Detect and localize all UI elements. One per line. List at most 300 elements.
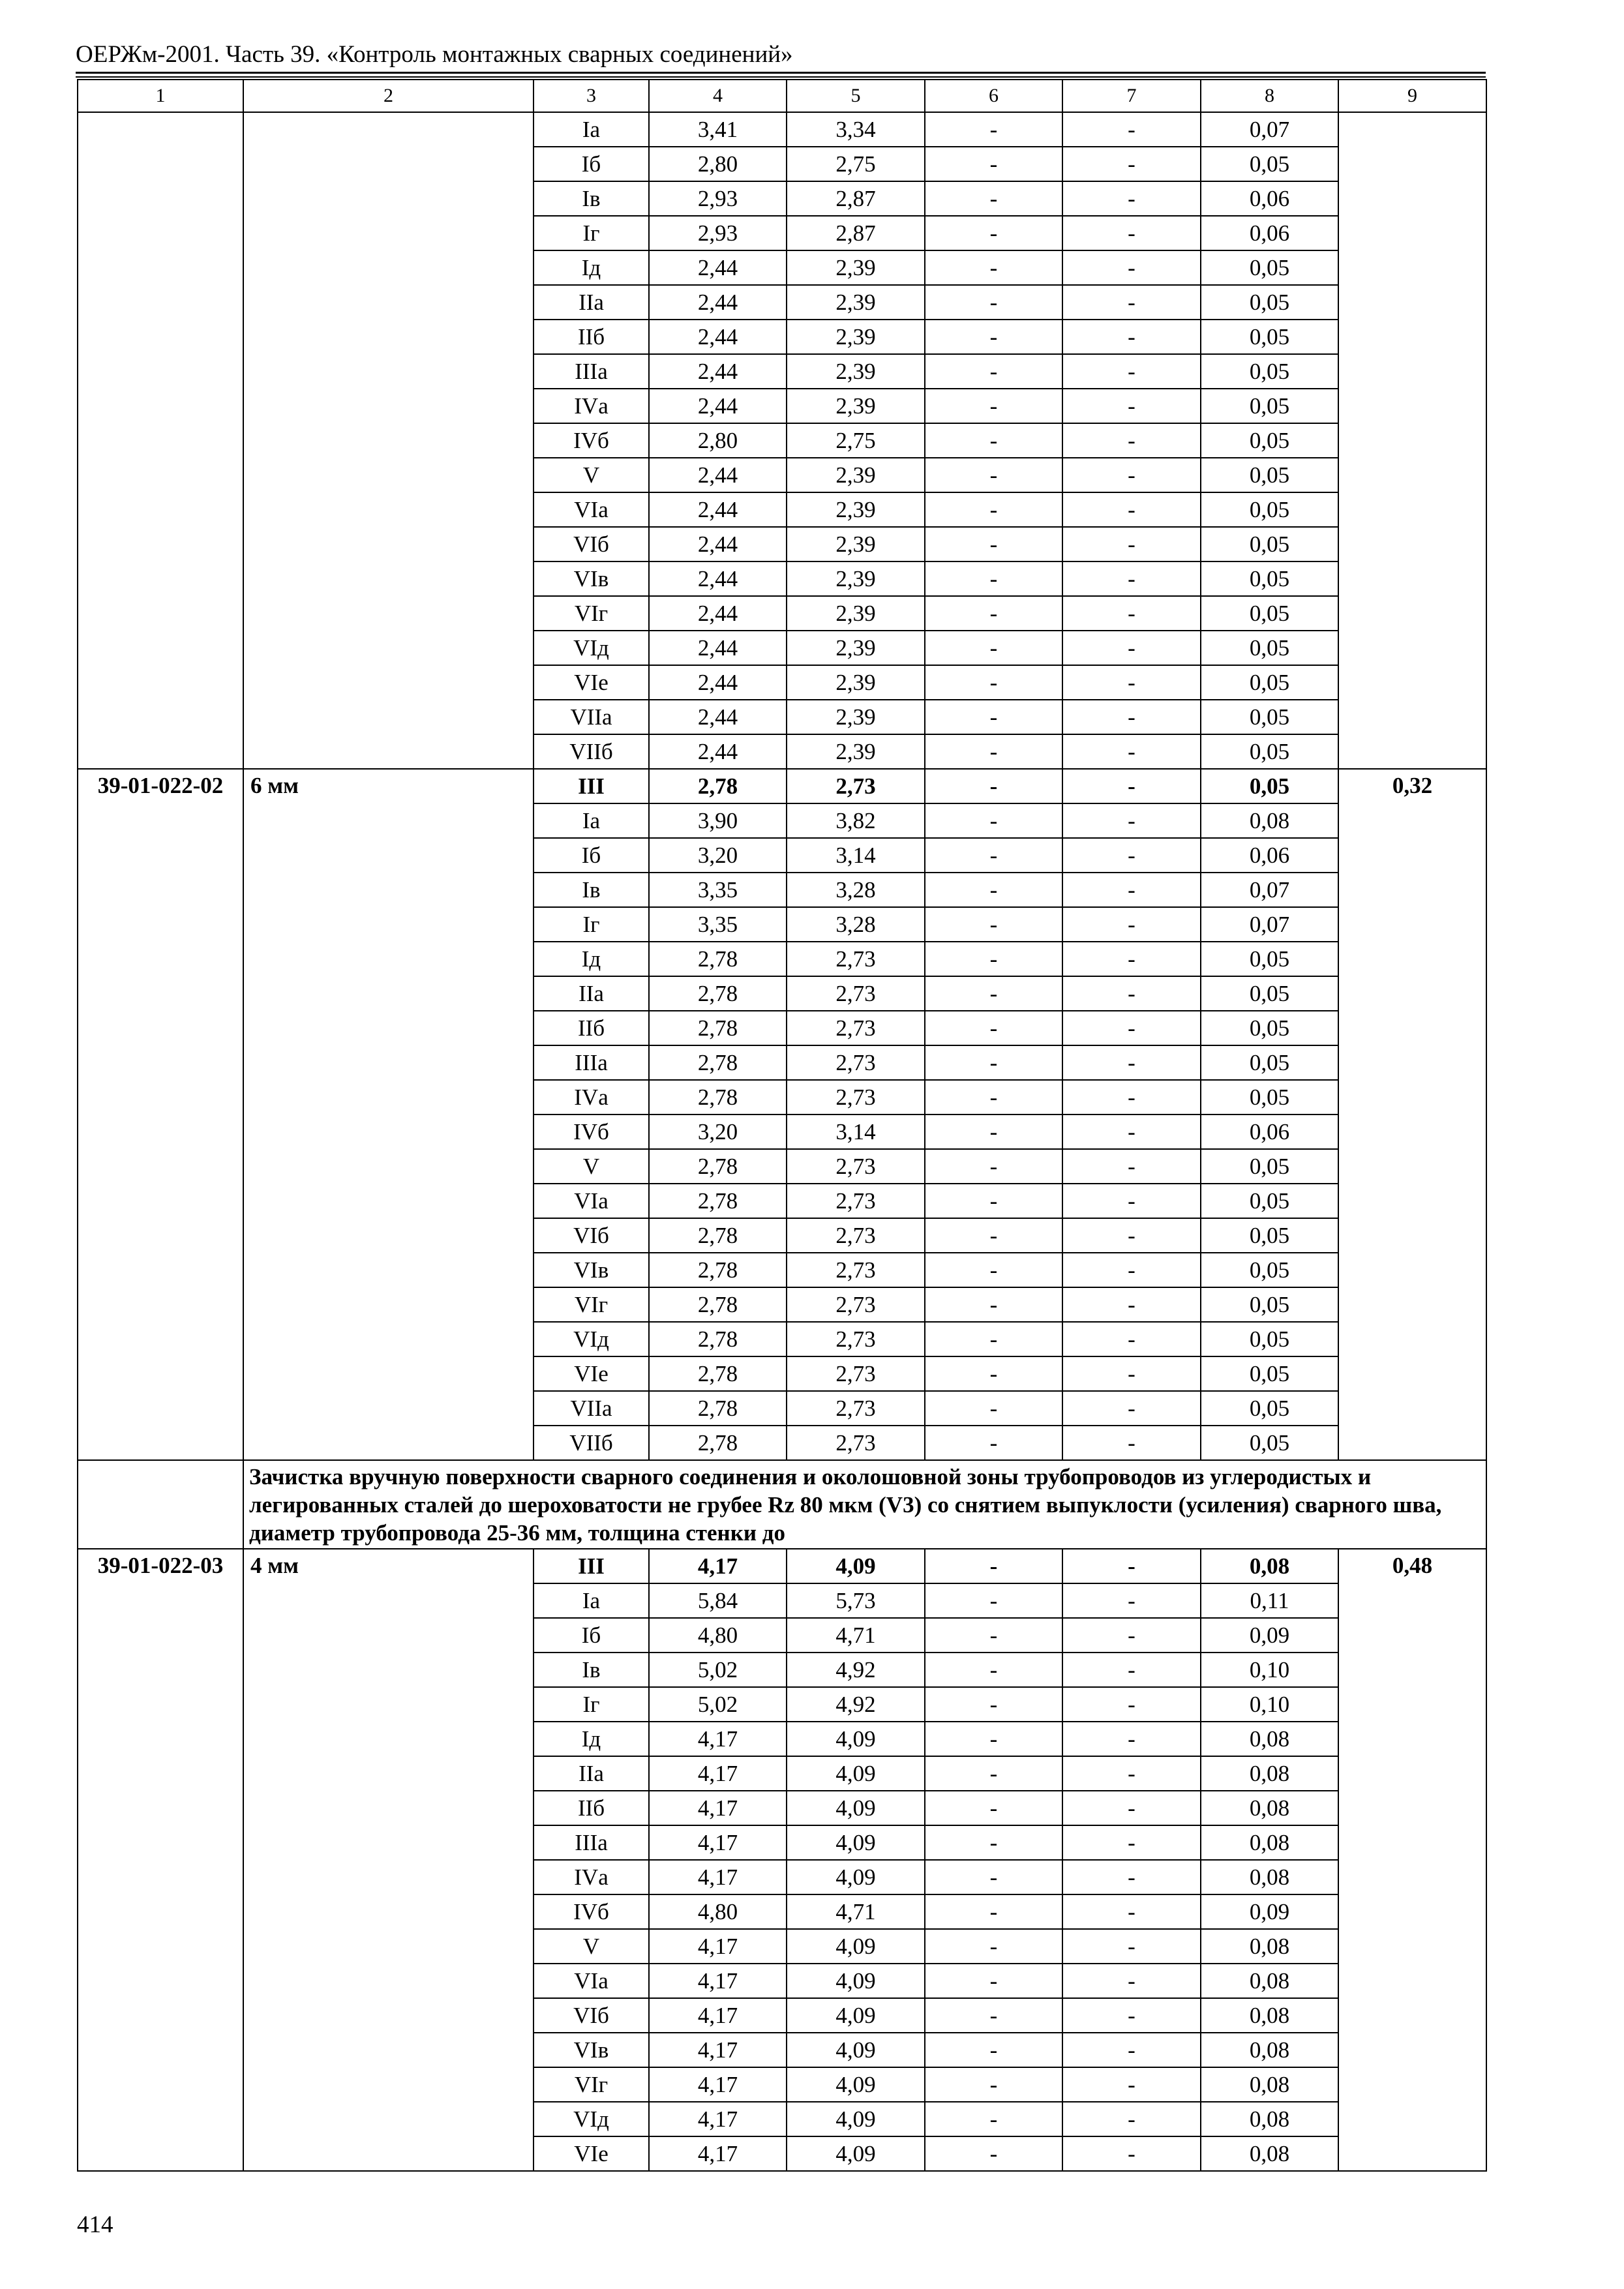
col-resource-group: VIе bbox=[534, 1356, 649, 1391]
col-cost-materials: 0,05 bbox=[1201, 1391, 1338, 1426]
col-cost-direct: 2,78 bbox=[649, 1218, 787, 1253]
col-cost-driver-wages: - bbox=[1062, 423, 1201, 458]
col-cost-direct: 2,44 bbox=[649, 354, 787, 389]
col-cost-machines: - bbox=[925, 2102, 1062, 2136]
col-cost-materials: 0,05 bbox=[1201, 631, 1338, 665]
col-cost-direct: 3,35 bbox=[649, 907, 787, 942]
col-resource-group: VIIб bbox=[534, 734, 649, 769]
col-cost-wages: 2,39 bbox=[787, 389, 925, 423]
col-resource-group: V bbox=[534, 1149, 649, 1184]
col-cost-direct: 2,78 bbox=[649, 1253, 787, 1287]
col-cost-driver-wages: - bbox=[1062, 216, 1201, 250]
col-cost-wages: 2,39 bbox=[787, 665, 925, 700]
col-cost-direct: 2,78 bbox=[649, 1356, 787, 1391]
col-cost-machines: - bbox=[925, 907, 1062, 942]
col-cost-driver-wages: - bbox=[1062, 700, 1201, 734]
col-cost-machines: - bbox=[925, 216, 1062, 250]
col-cost-wages: 2,75 bbox=[787, 147, 925, 181]
col-cost-direct: 3,35 bbox=[649, 873, 787, 907]
col-resource-group: Iд bbox=[534, 942, 649, 976]
col-resource-group: IIб bbox=[534, 1011, 649, 1045]
col-cost-wages: 2,39 bbox=[787, 285, 925, 320]
table-row bbox=[78, 769, 1486, 803]
col-cost-wages: 4,09 bbox=[787, 1825, 925, 1860]
col-resource-group: IVб bbox=[534, 1894, 649, 1929]
norm-code bbox=[78, 112, 243, 769]
col-cost-wages: 3,14 bbox=[787, 838, 925, 873]
col-cost-machines: - bbox=[925, 112, 1062, 147]
col-cost-materials: 0,05 bbox=[1201, 734, 1338, 769]
col-cost-machines: - bbox=[925, 423, 1062, 458]
col-cost-materials: 0,05 bbox=[1201, 1218, 1338, 1253]
col-cost-wages: 2,73 bbox=[787, 1356, 925, 1391]
col-cost-machines: - bbox=[925, 2136, 1062, 2171]
col-cost-wages: 4,09 bbox=[787, 1722, 925, 1756]
col-cost-wages: 2,73 bbox=[787, 976, 925, 1011]
col-cost-driver-wages: - bbox=[1062, 320, 1201, 354]
col-cost-machines: - bbox=[925, 147, 1062, 181]
col-resource-group: VIв bbox=[534, 2033, 649, 2067]
col-cost-driver-wages: - bbox=[1062, 665, 1201, 700]
col-cost-direct: 2,78 bbox=[649, 942, 787, 976]
col-cost-wages: 4,09 bbox=[787, 2102, 925, 2136]
col-cost-direct: 2,44 bbox=[649, 665, 787, 700]
col-cost-materials: 0,08 bbox=[1201, 1722, 1338, 1756]
col-cost-wages: 2,39 bbox=[787, 527, 925, 561]
col-cost-driver-wages: - bbox=[1062, 1080, 1201, 1115]
col-cost-driver-wages: - bbox=[1062, 1391, 1201, 1426]
col-resource-group: VIд bbox=[534, 2102, 649, 2136]
col-cost-wages: 4,09 bbox=[787, 2067, 925, 2102]
col-resource-group: IVб bbox=[534, 423, 649, 458]
col-cost-machines: - bbox=[925, 1756, 1062, 1791]
col-cost-driver-wages: - bbox=[1062, 2033, 1201, 2067]
col-cost-machines: - bbox=[925, 2067, 1062, 2102]
col-cost-wages: 4,09 bbox=[787, 1929, 925, 1964]
col-cost-machines: - bbox=[925, 1653, 1062, 1687]
col-cost-machines: - bbox=[925, 320, 1062, 354]
col-cost-direct: 4,17 bbox=[649, 2136, 787, 2171]
col-cost-driver-wages: - bbox=[1062, 1253, 1201, 1287]
col-cost-machines: - bbox=[925, 1722, 1062, 1756]
col-cost-wages: 2,73 bbox=[787, 1184, 925, 1218]
col-cost-machines: - bbox=[925, 181, 1062, 216]
col-cost-wages: 4,71 bbox=[787, 1894, 925, 1929]
col-cost-materials: 0,06 bbox=[1201, 181, 1338, 216]
col-cost-driver-wages: - bbox=[1062, 561, 1201, 596]
col-cost-direct: 4,80 bbox=[649, 1894, 787, 1929]
col-resource-group: IVа bbox=[534, 389, 649, 423]
table-row bbox=[78, 112, 1486, 147]
col-cost-machines: - bbox=[925, 873, 1062, 907]
col-cost-wages: 4,09 bbox=[787, 1549, 925, 1583]
col-cost-wages: 2,39 bbox=[787, 631, 925, 665]
col-cost-driver-wages: - bbox=[1062, 734, 1201, 769]
col-cost-machines: - bbox=[925, 1618, 1062, 1653]
col-cost-materials: 0,08 bbox=[1201, 2136, 1338, 2171]
col-cost-materials: 0,07 bbox=[1201, 112, 1338, 147]
col-resource-group: Iв bbox=[534, 1653, 649, 1687]
col-resource-group: Iг bbox=[534, 907, 649, 942]
col-cost-materials: 0,05 bbox=[1201, 1080, 1338, 1115]
col-cost-driver-wages: - bbox=[1062, 1287, 1201, 1322]
col-cost-driver-wages: - bbox=[1062, 1045, 1201, 1080]
col-cost-machines: - bbox=[925, 354, 1062, 389]
col-cost-driver-wages: - bbox=[1062, 1322, 1201, 1356]
col-cost-direct: 5,84 bbox=[649, 1583, 787, 1618]
description-row bbox=[78, 1460, 1486, 1549]
col-cost-materials: 0,05 bbox=[1201, 665, 1338, 700]
header-rule-secondary bbox=[76, 76, 1486, 78]
wall-thickness: 4 мм bbox=[243, 1549, 534, 2171]
col-cost-driver-wages: - bbox=[1062, 2102, 1201, 2136]
col-cost-direct: 2,44 bbox=[649, 527, 787, 561]
col-resource-group: III bbox=[534, 1549, 649, 1583]
col-cost-materials: 0,08 bbox=[1201, 1998, 1338, 2033]
col-cost-machines: - bbox=[925, 1115, 1062, 1149]
work-description: Зачистка вручную поверхности сварного соединения и околошовной зоны трубопроводов из углеродистых и легированных сталей до шероховатости не грубее Rz 80 мкм (V3) со снятием выпуклости (усиления) сварного шва, диаметр трубопровода 25-36 мм, толщина стенки до bbox=[243, 1460, 1486, 1549]
col-cost-wages: 3,28 bbox=[787, 873, 925, 907]
col-cost-direct: 2,78 bbox=[649, 976, 787, 1011]
col-cost-direct: 2,44 bbox=[649, 631, 787, 665]
col-cost-machines: - bbox=[925, 1011, 1062, 1045]
col-cost-direct: 2,93 bbox=[649, 181, 787, 216]
col-cost-machines: - bbox=[925, 527, 1062, 561]
description-code-cell bbox=[78, 1460, 243, 1549]
col-resource-group: IIа bbox=[534, 285, 649, 320]
col-resource-group: Iа bbox=[534, 112, 649, 147]
col-resource-group: IVа bbox=[534, 1860, 649, 1894]
col-cost-wages: 2,39 bbox=[787, 250, 925, 285]
col-cost-wages: 2,39 bbox=[787, 596, 925, 631]
col-cost-materials: 0,09 bbox=[1201, 1618, 1338, 1653]
col-cost-driver-wages: - bbox=[1062, 2136, 1201, 2171]
col-cost-driver-wages: - bbox=[1062, 803, 1201, 838]
col-cost-driver-wages: - bbox=[1062, 1653, 1201, 1687]
col-resource-group: Iв bbox=[534, 873, 649, 907]
col-cost-materials: 0,08 bbox=[1201, 2033, 1338, 2067]
col-cost-machines: - bbox=[925, 1549, 1062, 1583]
col-resource-group: Iд bbox=[534, 250, 649, 285]
col-cost-direct: 4,17 bbox=[649, 1825, 787, 1860]
col-cost-wages: 2,39 bbox=[787, 734, 925, 769]
col-cost-driver-wages: - bbox=[1062, 1218, 1201, 1253]
col-cost-wages: 2,39 bbox=[787, 354, 925, 389]
col-resource-group: VIв bbox=[534, 561, 649, 596]
col-resource-group: IIб bbox=[534, 1791, 649, 1825]
col-resource-group: VIд bbox=[534, 631, 649, 665]
col-cost-machines: - bbox=[925, 769, 1062, 803]
col-cost-machines: - bbox=[925, 838, 1062, 873]
col-cost-driver-wages: - bbox=[1062, 527, 1201, 561]
col-resource-group: VIIа bbox=[534, 1391, 649, 1426]
col-cost-direct: 2,44 bbox=[649, 596, 787, 631]
col-cost-machines: - bbox=[925, 561, 1062, 596]
col-cost-machines: - bbox=[925, 734, 1062, 769]
col-resource-group: VIа bbox=[534, 492, 649, 527]
col-cost-materials: 0,07 bbox=[1201, 907, 1338, 942]
col-cost-direct: 2,44 bbox=[649, 561, 787, 596]
col-cost-materials: 0,06 bbox=[1201, 216, 1338, 250]
column-number: 9 bbox=[1338, 80, 1486, 112]
col-cost-direct: 2,78 bbox=[649, 1080, 787, 1115]
col-resource-group: Iд bbox=[534, 1722, 649, 1756]
col-cost-wages: 4,09 bbox=[787, 1964, 925, 1998]
col-resource-group: VIе bbox=[534, 665, 649, 700]
col-cost-materials: 0,05 bbox=[1201, 700, 1338, 734]
col-cost-materials: 0,08 bbox=[1201, 1549, 1338, 1583]
col-cost-wages: 2,73 bbox=[787, 1011, 925, 1045]
col-cost-materials: 0,08 bbox=[1201, 803, 1338, 838]
col-cost-wages: 4,09 bbox=[787, 1791, 925, 1825]
col-cost-materials: 0,05 bbox=[1201, 942, 1338, 976]
col-cost-driver-wages: - bbox=[1062, 458, 1201, 492]
col-cost-wages: 2,39 bbox=[787, 320, 925, 354]
col-cost-machines: - bbox=[925, 389, 1062, 423]
col-cost-machines: - bbox=[925, 458, 1062, 492]
col-cost-wages: 4,09 bbox=[787, 2033, 925, 2067]
col-cost-materials: 0,08 bbox=[1201, 1929, 1338, 1964]
norms-table bbox=[77, 79, 1487, 2172]
col-cost-direct: 2,78 bbox=[649, 769, 787, 803]
col-cost-machines: - bbox=[925, 285, 1062, 320]
col-cost-machines: - bbox=[925, 1184, 1062, 1218]
col-cost-machines: - bbox=[925, 1791, 1062, 1825]
col-cost-direct: 4,17 bbox=[649, 1998, 787, 2033]
col-resource-group: Iб bbox=[534, 1618, 649, 1653]
col-cost-driver-wages: - bbox=[1062, 250, 1201, 285]
col-cost-direct: 4,17 bbox=[649, 2067, 787, 2102]
column-number: 8 bbox=[1201, 80, 1338, 112]
labor-total bbox=[1338, 112, 1486, 769]
col-cost-direct: 2,78 bbox=[649, 1045, 787, 1080]
col-cost-wages: 2,39 bbox=[787, 561, 925, 596]
col-cost-driver-wages: - bbox=[1062, 1687, 1201, 1722]
column-number: 7 bbox=[1062, 80, 1201, 112]
col-cost-machines: - bbox=[925, 1825, 1062, 1860]
col-cost-wages: 2,73 bbox=[787, 1149, 925, 1184]
col-cost-direct: 3,20 bbox=[649, 1115, 787, 1149]
col-cost-wages: 2,73 bbox=[787, 1426, 925, 1460]
col-cost-direct: 2,44 bbox=[649, 700, 787, 734]
col-cost-machines: - bbox=[925, 976, 1062, 1011]
labor-total: 0,32 bbox=[1338, 769, 1486, 1460]
col-cost-materials: 0,08 bbox=[1201, 2102, 1338, 2136]
col-cost-direct: 4,17 bbox=[649, 1791, 787, 1825]
col-cost-wages: 3,34 bbox=[787, 112, 925, 147]
col-resource-group: IIIа bbox=[534, 1045, 649, 1080]
col-cost-driver-wages: - bbox=[1062, 1998, 1201, 2033]
col-cost-machines: - bbox=[925, 1964, 1062, 1998]
col-cost-machines: - bbox=[925, 1998, 1062, 2033]
col-cost-wages: 2,73 bbox=[787, 1391, 925, 1426]
col-resource-group: VIг bbox=[534, 2067, 649, 2102]
col-resource-group: IVа bbox=[534, 1080, 649, 1115]
col-cost-wages: 2,39 bbox=[787, 492, 925, 527]
col-cost-direct: 4,17 bbox=[649, 1549, 787, 1583]
col-cost-driver-wages: - bbox=[1062, 492, 1201, 527]
col-resource-group: VIв bbox=[534, 1253, 649, 1287]
col-cost-driver-wages: - bbox=[1062, 1756, 1201, 1791]
col-cost-driver-wages: - bbox=[1062, 1549, 1201, 1583]
col-cost-materials: 0,05 bbox=[1201, 423, 1338, 458]
col-cost-direct: 4,17 bbox=[649, 2102, 787, 2136]
col-cost-materials: 0,05 bbox=[1201, 1045, 1338, 1080]
col-cost-materials: 0,05 bbox=[1201, 1149, 1338, 1184]
col-cost-materials: 0,05 bbox=[1201, 1253, 1338, 1287]
col-cost-machines: - bbox=[925, 1287, 1062, 1322]
col-cost-driver-wages: - bbox=[1062, 147, 1201, 181]
col-resource-group: VIе bbox=[534, 2136, 649, 2171]
col-cost-materials: 0,05 bbox=[1201, 285, 1338, 320]
column-number: 6 bbox=[925, 80, 1062, 112]
col-cost-driver-wages: - bbox=[1062, 112, 1201, 147]
col-cost-direct: 4,17 bbox=[649, 1964, 787, 1998]
col-cost-wages: 2,73 bbox=[787, 1045, 925, 1080]
col-cost-wages: 2,73 bbox=[787, 942, 925, 976]
col-cost-machines: - bbox=[925, 942, 1062, 976]
column-number: 4 bbox=[649, 80, 787, 112]
col-cost-machines: - bbox=[925, 631, 1062, 665]
col-cost-direct: 2,78 bbox=[649, 1011, 787, 1045]
col-cost-machines: - bbox=[925, 700, 1062, 734]
col-cost-direct: 5,02 bbox=[649, 1687, 787, 1722]
col-cost-direct: 2,44 bbox=[649, 492, 787, 527]
col-cost-direct: 2,78 bbox=[649, 1391, 787, 1426]
col-resource-group: IVб bbox=[534, 1115, 649, 1149]
col-resource-group: Iа bbox=[534, 1583, 649, 1618]
col-cost-wages: 2,73 bbox=[787, 1287, 925, 1322]
col-cost-wages: 2,39 bbox=[787, 700, 925, 734]
col-cost-wages: 4,92 bbox=[787, 1653, 925, 1687]
col-cost-materials: 0,08 bbox=[1201, 2067, 1338, 2102]
col-cost-wages: 3,82 bbox=[787, 803, 925, 838]
col-cost-machines: - bbox=[925, 1045, 1062, 1080]
col-cost-wages: 2,73 bbox=[787, 1218, 925, 1253]
col-cost-machines: - bbox=[925, 596, 1062, 631]
col-resource-group: Iв bbox=[534, 181, 649, 216]
col-cost-driver-wages: - bbox=[1062, 181, 1201, 216]
col-cost-materials: 0,10 bbox=[1201, 1687, 1338, 1722]
col-cost-wages: 2,73 bbox=[787, 769, 925, 803]
col-cost-driver-wages: - bbox=[1062, 1426, 1201, 1460]
col-resource-group: VIб bbox=[534, 1218, 649, 1253]
col-cost-materials: 0,08 bbox=[1201, 1860, 1338, 1894]
col-cost-driver-wages: - bbox=[1062, 873, 1201, 907]
col-cost-wages: 5,73 bbox=[787, 1583, 925, 1618]
col-cost-direct: 2,93 bbox=[649, 216, 787, 250]
col-cost-wages: 4,71 bbox=[787, 1618, 925, 1653]
col-resource-group: IIа bbox=[534, 1756, 649, 1791]
col-cost-driver-wages: - bbox=[1062, 907, 1201, 942]
col-cost-direct: 2,44 bbox=[649, 458, 787, 492]
col-cost-materials: 0,05 bbox=[1201, 250, 1338, 285]
labor-total: 0,48 bbox=[1338, 1549, 1486, 2171]
col-cost-machines: - bbox=[925, 803, 1062, 838]
col-cost-direct: 2,78 bbox=[649, 1149, 787, 1184]
col-cost-wages: 2,73 bbox=[787, 1322, 925, 1356]
norm-code: 39-01-022-02 bbox=[78, 769, 243, 1460]
col-cost-machines: - bbox=[925, 1253, 1062, 1287]
col-cost-materials: 0,05 bbox=[1201, 527, 1338, 561]
col-cost-direct: 2,78 bbox=[649, 1322, 787, 1356]
col-cost-machines: - bbox=[925, 1687, 1062, 1722]
wall-thickness bbox=[243, 112, 534, 769]
col-cost-wages: 2,75 bbox=[787, 423, 925, 458]
col-cost-materials: 0,09 bbox=[1201, 1894, 1338, 1929]
col-cost-direct: 2,44 bbox=[649, 734, 787, 769]
col-cost-machines: - bbox=[925, 2033, 1062, 2067]
col-cost-direct: 4,17 bbox=[649, 1860, 787, 1894]
col-cost-materials: 0,05 bbox=[1201, 769, 1338, 803]
col-cost-materials: 0,05 bbox=[1201, 389, 1338, 423]
col-cost-machines: - bbox=[925, 1080, 1062, 1115]
col-cost-wages: 2,39 bbox=[787, 458, 925, 492]
col-cost-materials: 0,05 bbox=[1201, 458, 1338, 492]
col-cost-direct: 2,44 bbox=[649, 320, 787, 354]
col-cost-direct: 3,90 bbox=[649, 803, 787, 838]
col-cost-materials: 0,05 bbox=[1201, 320, 1338, 354]
col-cost-wages: 4,09 bbox=[787, 1756, 925, 1791]
col-cost-machines: - bbox=[925, 1929, 1062, 1964]
col-cost-direct: 4,17 bbox=[649, 2033, 787, 2067]
col-resource-group: VIа bbox=[534, 1184, 649, 1218]
col-resource-group: VIг bbox=[534, 1287, 649, 1322]
norm-code: 39-01-022-03 bbox=[78, 1549, 243, 2171]
col-cost-machines: - bbox=[925, 250, 1062, 285]
col-cost-direct: 5,02 bbox=[649, 1653, 787, 1687]
col-cost-machines: - bbox=[925, 1356, 1062, 1391]
col-cost-wages: 2,73 bbox=[787, 1080, 925, 1115]
col-cost-driver-wages: - bbox=[1062, 354, 1201, 389]
col-cost-driver-wages: - bbox=[1062, 838, 1201, 873]
col-cost-materials: 0,05 bbox=[1201, 1322, 1338, 1356]
col-resource-group: VIб bbox=[534, 527, 649, 561]
col-resource-group: VIд bbox=[534, 1322, 649, 1356]
col-cost-materials: 0,05 bbox=[1201, 354, 1338, 389]
col-cost-machines: - bbox=[925, 1860, 1062, 1894]
col-cost-wages: 4,09 bbox=[787, 1998, 925, 2033]
col-cost-materials: 0,08 bbox=[1201, 1964, 1338, 1998]
col-cost-driver-wages: - bbox=[1062, 1894, 1201, 1929]
header-rule bbox=[76, 72, 1486, 74]
col-cost-direct: 4,17 bbox=[649, 1929, 787, 1964]
col-cost-materials: 0,11 bbox=[1201, 1583, 1338, 1618]
col-cost-materials: 0,07 bbox=[1201, 873, 1338, 907]
column-number: 3 bbox=[534, 80, 649, 112]
col-cost-machines: - bbox=[925, 492, 1062, 527]
col-resource-group: VIб bbox=[534, 1998, 649, 2033]
col-cost-materials: 0,05 bbox=[1201, 596, 1338, 631]
col-cost-materials: 0,05 bbox=[1201, 976, 1338, 1011]
col-resource-group: Iб bbox=[534, 147, 649, 181]
col-cost-materials: 0,06 bbox=[1201, 838, 1338, 873]
col-cost-driver-wages: - bbox=[1062, 1722, 1201, 1756]
col-cost-materials: 0,05 bbox=[1201, 147, 1338, 181]
col-cost-driver-wages: - bbox=[1062, 769, 1201, 803]
col-cost-direct: 2,78 bbox=[649, 1287, 787, 1322]
col-cost-materials: 0,08 bbox=[1201, 1791, 1338, 1825]
col-cost-driver-wages: - bbox=[1062, 285, 1201, 320]
col-cost-materials: 0,10 bbox=[1201, 1653, 1338, 1687]
col-cost-driver-wages: - bbox=[1062, 1964, 1201, 1998]
col-cost-driver-wages: - bbox=[1062, 2067, 1201, 2102]
col-cost-direct: 4,17 bbox=[649, 1722, 787, 1756]
col-resource-group: VIг bbox=[534, 596, 649, 631]
col-cost-materials: 0,05 bbox=[1201, 1184, 1338, 1218]
norms-table-body bbox=[78, 80, 1486, 2171]
col-cost-machines: - bbox=[925, 1583, 1062, 1618]
